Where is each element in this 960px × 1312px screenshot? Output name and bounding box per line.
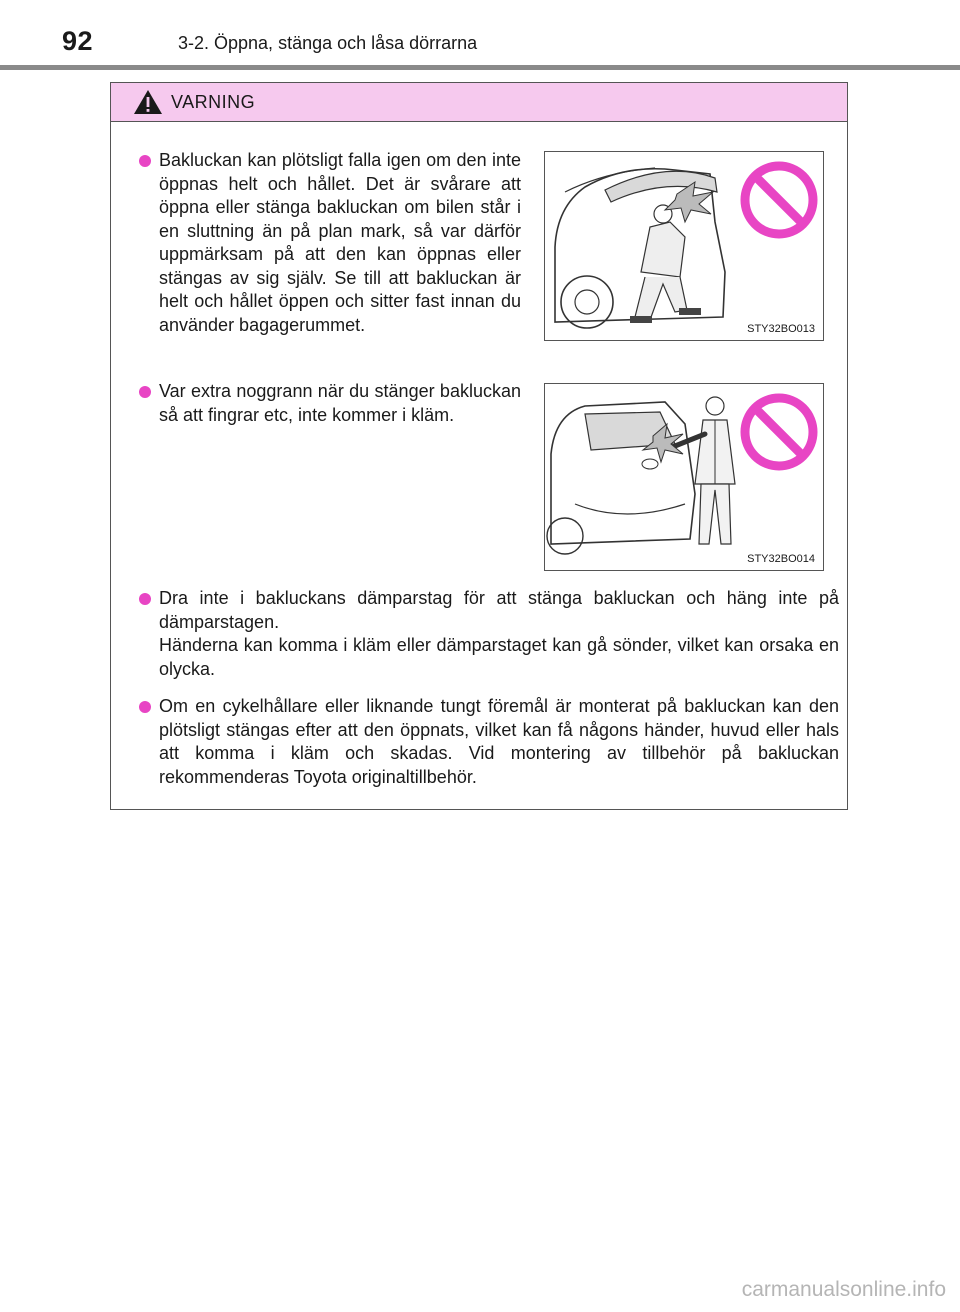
warning-header: [111, 83, 847, 122]
bullet-icon: [139, 386, 151, 398]
prohibition-icon: [745, 398, 813, 466]
illustration-tailgate-closing: [544, 383, 824, 571]
list-item: [159, 149, 521, 337]
warning-triangle-icon: [133, 89, 163, 120]
warning-box: [110, 82, 848, 810]
figure-code: STY32BO014: [747, 553, 815, 565]
page-number: 92: [62, 26, 94, 56]
prohibition-icon: [745, 166, 813, 234]
list-item: [159, 380, 521, 427]
list-item-text: Om en cykelhållare eller liknande tungt föremål är monterat på bakluckan kan den plötsligt stängas efter att den öppnats, vilket kan få någons händer, huvud eller hals att komma i kläm och skadas. Vid montering av tillbehör på bakluckan rekommenderas Toyota originaltillbehör.: [159, 696, 839, 787]
section-title: 3-2. Öppna, stänga och låsa dörrarna: [178, 33, 478, 53]
illustration-tailgate-open: [544, 151, 824, 341]
list-item: [159, 587, 839, 681]
list-item-text: Bakluckan kan plötsligt falla igen om den inte öppnas helt och hållet. Det är svårare att öppna eller stänga bakluckan om bilen står i en sluttning än på plan mark, så var därför uppmärksam på att den kan öppnas eller stängas av sig själv. Se till att bakluckan är helt och hållet öppen och sitter fast innan du använder bagagerummet.: [159, 150, 521, 335]
list-item-text: Var extra noggrann när du stänger bakluckan så att fingrar etc, inte kommer i kläm.: [159, 381, 521, 425]
header-rule: [0, 65, 960, 70]
bullet-icon: [139, 155, 151, 167]
watermark: carmanualsonline.info: [741, 1278, 946, 1301]
figure-code: STY32BO013: [747, 323, 815, 335]
warning-label: VARNING: [171, 92, 256, 112]
list-item: [159, 695, 839, 789]
bullet-icon: [139, 593, 151, 605]
list-item-text: Dra inte i bakluckans dämparstag för att stänga bakluckan och häng inte på dämparstagen. Händerna kan komma i kläm eller dämparstaget kan gå sönder, vilket kan orsaka en olycka.: [159, 588, 839, 679]
bullet-icon: [139, 701, 151, 713]
